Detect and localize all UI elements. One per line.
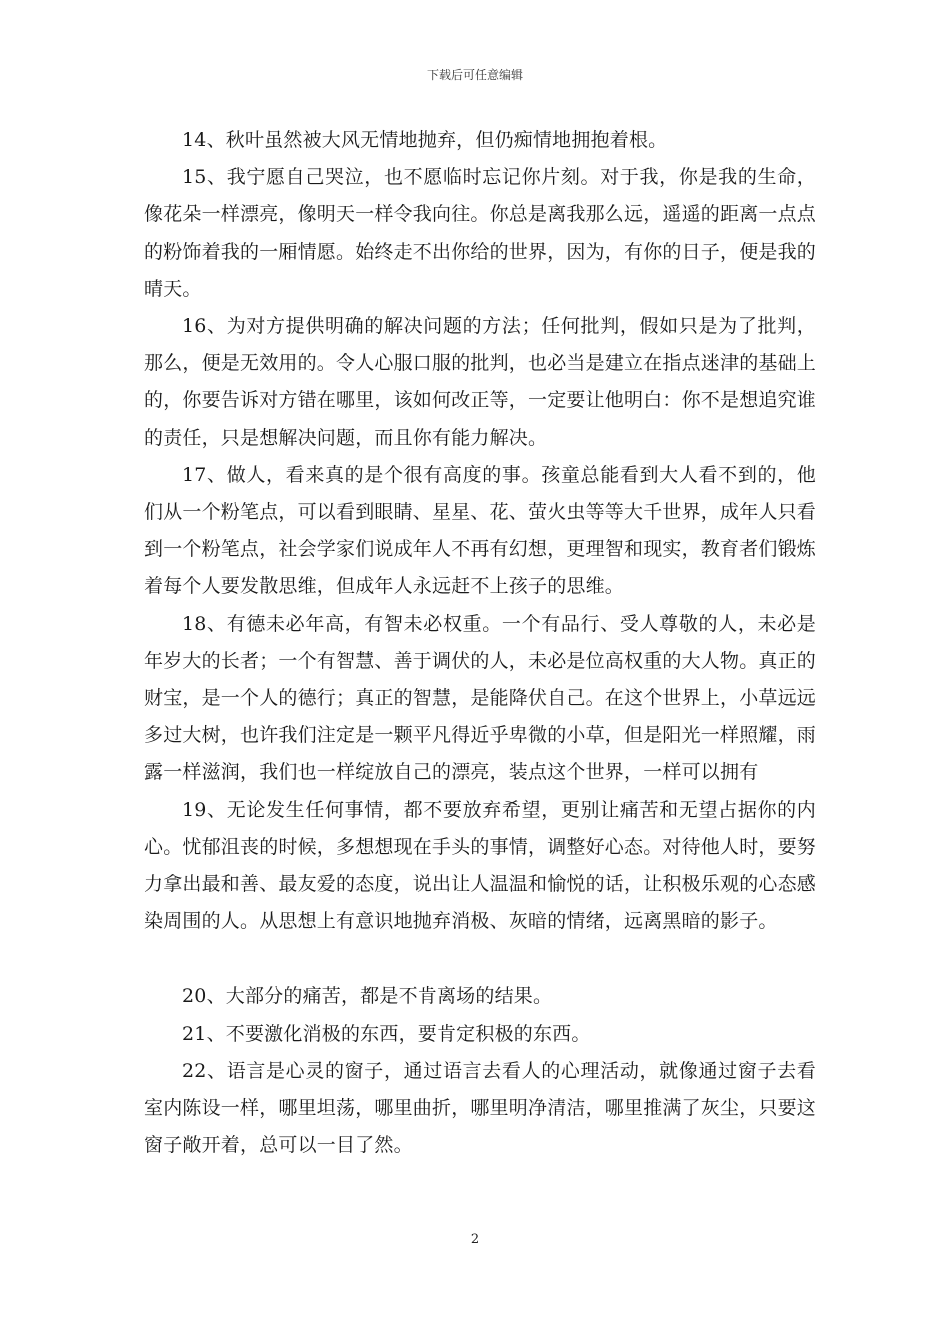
paragraph-20: 20、大部分的痛苦，都是不肯离场的结果。 xyxy=(182,985,553,1008)
paragraph-16: 16、为对方提供明确的解决问题的方法；任何批判，假如只是为了批判，那么，便是无效用的。令人心服口服的批判，也必当是建立在指点迷津的基础上的，你要告诉对方错在哪里，该如何改正等，一定要让他明白：你不是想追究谁的责任，只是想解决问题，而且你有能力解决。 xyxy=(144,315,817,449)
document-body xyxy=(144,122,816,1164)
paragraph-15: 15、我宁愿自己哭泣，也不愿临时忘记你片刻。对于我，你是我的生命，像花朵一样漂亮，像明天一样令我向往。你总是离我那么远，遥遥的距离一点点的粉饰着我的一厢情愿。始终走不出你给的世界，因为，有你的日子，便是我的晴天。 xyxy=(144,166,817,300)
page-number: 2 xyxy=(470,1232,480,1247)
paragraph-22: 22、语言是心灵的窗子，通过语言去看人的心理活动，就像通过窗子去看室内陈设一样，哪里坦荡，哪里曲折，哪里明净清洁，哪里推满了灰尘，只要这窗子敞开着，总可以一目了然。 xyxy=(144,1059,817,1157)
paragraph-17: 17、做人，看来真的是个很有高度的事。孩童总能看到大人看不到的，他们从一个粉笔点，可以看到眼睛、星星、花、萤火虫等等大千世界，成年人只看到一个粉笔点，社会学家们说成年人不再有幻想，更理智和现实，教育者们锻炼着每个人要发散思维，但成年人永远赶不上孩子的思维。 xyxy=(144,463,817,598)
page-header: 下载后可任意编辑 xyxy=(426,68,523,82)
paragraph-14: 14、秋叶虽然被大风无情地抛弃，但仍痴情地拥抱着根。 xyxy=(182,129,668,151)
paragraph-18: 18、有德未必年高，有智未必权重。一个有品行、受人尊敬的人，未必是年岁大的长者；一个有智慧、善于调伏的人，未必是位高权重的大人物。真正的财宝，是一个人的德行；真正的智慧，是能降伏自己。在这个世界上，小草远远多过大树，也许我们注定是一颗平凡得近乎卑微的小草，但是阳光一样照耀，雨露一样滋润，我们也一样绽放自己的漂亮，装点这个世界，一样可以拥有 xyxy=(144,612,817,784)
paragraph-21: 21、不要激化消极的东西，要肯定积极的东西。 xyxy=(182,1022,591,1045)
paragraph-19: 19、无论发生任何事情，都不要放弃希望，更别让痛苦和无望占据你的内心。忧郁沮丧的时候，多想想现在手头的事情，调整好心态。对待他人时，要努力拿出最和善、最友爱的态度，说出让人温温和愉悦的话，让积极乐观的心态感染周围的人。从思想上有意识地抛弃消极、灰暗的情绪，远离黑暗的影子。 xyxy=(144,798,817,933)
